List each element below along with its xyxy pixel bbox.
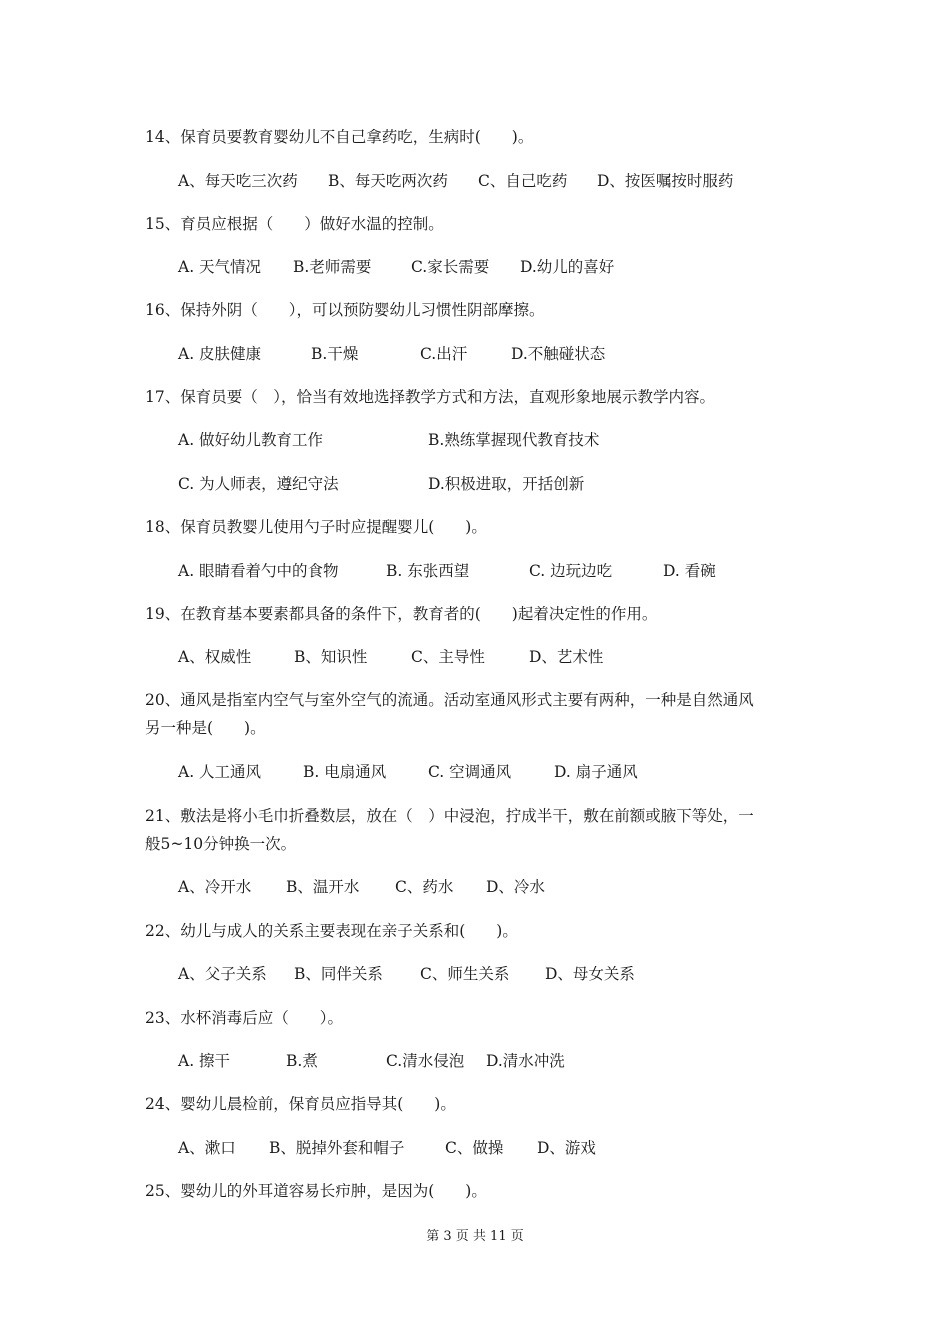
- question-17-option-a: A. 做好幼儿教育工作: [178, 431, 324, 449]
- question-24-option-d: D、游戏: [537, 1139, 596, 1157]
- question-15-stem: 15、育员应根据（ ）做好水温的控制。: [145, 215, 444, 233]
- question-21-option-d: D、冷水: [486, 878, 545, 896]
- question-19-option-d: D、艺术性: [529, 648, 604, 666]
- question-16-option-a: A. 皮肤健康: [178, 345, 262, 363]
- question-18-option-a: A. 眼睛看着勺中的食物: [178, 562, 339, 580]
- question-15-option-a: A. 天气情况: [178, 258, 262, 276]
- question-14-option-b: B、每天吃两次药: [328, 172, 448, 190]
- question-21-option-a: A、冷开水: [178, 878, 252, 896]
- question-22-option-c: C、师生关系: [420, 965, 510, 983]
- question-19-stem: 19、在教育基本要素都具备的条件下，教育者的( )起着决定性的作用。: [145, 605, 658, 623]
- question-17-option-b: B.熟练掌握现代教育技术: [428, 431, 600, 449]
- question-20-option-c: C. 空调通风: [428, 763, 512, 781]
- question-24-option-b: B、脱掉外套和帽子: [269, 1139, 405, 1157]
- question-23-option-d: D.清水冲洗: [486, 1052, 565, 1070]
- question-16-option-b: B.干燥: [311, 345, 359, 363]
- question-16-stem: 16、保持外阴（ ），可以预防婴幼儿习惯性阴部摩擦。: [145, 301, 545, 319]
- question-17-stem: 17、保育员要（ ），恰当有效地选择教学方式和方法，直观形象地展示教学内容。: [145, 388, 715, 406]
- question-21-stem-line-1: 21、敷法是将小毛巾折叠数层，放在（ ）中浸泡，拧成半干，敷在前额或腋下等处，一: [145, 807, 754, 825]
- question-18-option-b: B. 东张西望: [386, 562, 470, 580]
- question-23-stem: 23、水杯消毒后应（ ）。: [145, 1009, 343, 1027]
- question-23-option-c: C.清水侵泡: [386, 1052, 465, 1070]
- question-24-stem: 24、婴幼儿晨检前，保育员应指导其( )。: [145, 1095, 456, 1113]
- question-14-option-d: D、按医嘱按时服药: [597, 172, 734, 190]
- question-22-option-b: B、同伴关系: [294, 965, 383, 983]
- question-17-option-c: C. 为人师表，遵纪守法: [178, 475, 339, 493]
- question-20-option-a: A. 人工通风: [178, 763, 262, 781]
- question-21-stem-line-2: 般5~10分钟换一次。: [145, 835, 297, 853]
- question-21-option-c: C、药水: [395, 878, 454, 896]
- question-20-stem-line-2: 另一种是( )。: [145, 719, 266, 737]
- question-19-option-b: B、知识性: [294, 648, 368, 666]
- question-23-option-b: B.煮: [286, 1052, 318, 1070]
- question-20-option-b: B. 电扇通风: [303, 763, 387, 781]
- question-15-option-d: D.幼儿的喜好: [520, 258, 615, 276]
- question-14-stem: 14、保育员要教育婴幼儿不自己拿药吃，生病时( )。: [145, 128, 534, 146]
- question-20-option-d: D. 扇子通风: [554, 763, 638, 781]
- question-22-option-a: A、父子关系: [178, 965, 267, 983]
- question-25-stem: 25、婴幼儿的外耳道容易长疖肿，是因为( )。: [145, 1182, 487, 1200]
- question-17-option-d: D.积极进取，开括创新: [428, 475, 585, 493]
- question-24-option-a: A、漱口: [178, 1139, 236, 1157]
- question-16-option-c: C.出汗: [420, 345, 468, 363]
- question-22-option-d: D、母女关系: [545, 965, 635, 983]
- page-number-footer: 第 3 页 共 11 页: [426, 1229, 524, 1244]
- question-23-option-a: A. 擦干: [178, 1052, 231, 1070]
- question-16-option-d: D.不触碰状态: [511, 345, 606, 363]
- question-15-option-b: B.老师需要: [293, 258, 372, 276]
- question-18-stem: 18、保育员教婴儿使用勺子时应提醒婴儿( )。: [145, 518, 487, 536]
- question-15-option-c: C.家长需要: [411, 258, 490, 276]
- question-18-option-c: C. 边玩边吃: [529, 562, 613, 580]
- question-18-option-d: D. 看碗: [663, 562, 716, 580]
- question-22-stem: 22、幼儿与成人的关系主要表现在亲子关系和( )。: [145, 922, 518, 940]
- question-19-option-a: A、权威性: [178, 648, 252, 666]
- question-19-option-c: C、主导性: [411, 648, 485, 666]
- question-21-option-b: B、温开水: [286, 878, 360, 896]
- question-14-option-c: C、自己吃药: [478, 172, 568, 190]
- question-14-option-a: A、每天吃三次药: [178, 172, 298, 190]
- question-24-option-c: C、做操: [445, 1139, 504, 1157]
- question-20-stem-line-1: 20、通风是指室内空气与室外空气的流通。活动室通风形式主要有两种，一种是自然通风: [145, 691, 754, 709]
